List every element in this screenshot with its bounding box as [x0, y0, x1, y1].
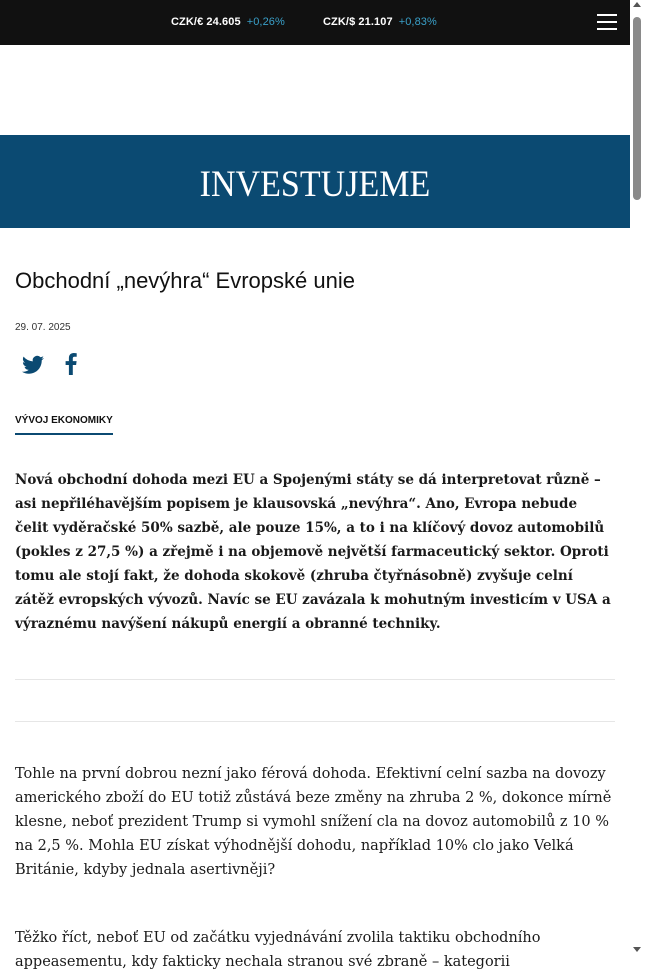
article-date: 29. 07. 2025	[15, 322, 71, 333]
twitter-icon[interactable]	[22, 355, 44, 375]
scrollbar-thumb[interactable]	[633, 17, 641, 200]
scroll-down-arrow-icon[interactable]	[633, 947, 641, 952]
category-link[interactable]: VÝVOJ EKONOMIKY	[15, 415, 113, 435]
ad-space	[0, 45, 630, 135]
ticker-change: +0,26%	[246, 16, 285, 28]
facebook-icon[interactable]	[64, 353, 78, 375]
site-logo[interactable]: INVESTUJEME	[199, 164, 431, 205]
article-perex: Nová obchodní dohoda mezi EU a Spojenými státy se dá interpretovat různě – asi nepřiléhavějším popisem je klausovská „nevýhra“. Ano, Evropa nebude čelit vyděračské 50% sazbě, ale pouze 15%, a to i na klíčový dovoz automobilů (pokles z 27,5 %) a zřejmě i na objemově největší farmaceutický sektor. Oproti tomu ale stojí fakt, že dohoda skokově (zhruba čtyřnásobně) zvyšuje celní zátěž evropských vývozů. Navíc se EU zavázala k mohutným investicím v USA a výraznému navýšení nákupů energií a obranné techniky.	[15, 472, 611, 632]
divider	[15, 679, 615, 680]
ticker-pair: CZK/€ 24.605	[171, 16, 241, 28]
hamburger-menu-icon[interactable]	[597, 14, 617, 31]
article-paragraph: Těžko říct, neboť EU od začátku vyjednávání zvolila taktiku obchodního appeasementu, kdy fakticky nechala stranou své zbraně – kategorii	[15, 930, 541, 970]
ticker-pair: CZK/$ 21.107	[323, 16, 393, 28]
ticker-change: +0,83%	[398, 16, 437, 28]
currency-ticker-bar	[0, 0, 630, 45]
site-header	[0, 135, 630, 228]
ticker-eur	[171, 16, 285, 28]
article-paragraph: Tohle na první dobrou nezní jako férová dohoda. Efektivní celní sazba na dovozy amerického zboží do EU totiž zůstává beze změny na zhruba 2 %, dokonce mírně klesne, neboť prezident Trump si vymohl snížení cla na dovoz automobilů z 10 % na 2,5 %. Mohla EU získat výhodnější dohodu, například 10% clo jako Velká Británie, kdyby jednala asertivněji?	[15, 766, 612, 878]
scroll-up-arrow-icon[interactable]	[633, 2, 641, 7]
divider	[15, 721, 615, 722]
article-title: Obchodní „nevýhra“ Evropské unie	[15, 268, 355, 293]
scrollbar[interactable]	[630, 0, 645, 961]
ticker-usd	[323, 16, 437, 28]
